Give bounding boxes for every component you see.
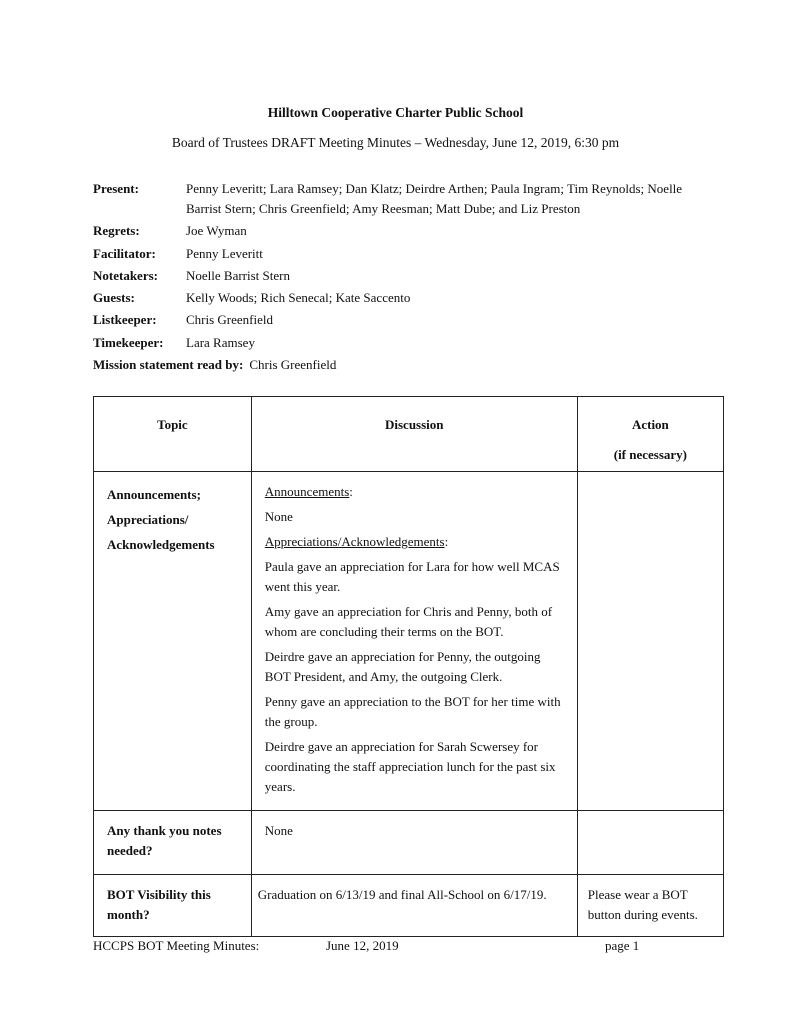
action-header-label: Action xyxy=(631,417,669,432)
footer-date: June 12, 2019 xyxy=(326,938,399,953)
present-value: Penny Leveritt; Lara Ramsey; Dan Klatz; Deirdre Arthen; Paula Ingram; Tim Reynolds; Noelle Barrist Stern; Chris Greenfield; Amy Reesman; Matt Dube; and Liz Preston xyxy=(186,181,683,216)
topic-line: Acknowledgements xyxy=(107,537,215,552)
discussion-header: Discussion xyxy=(251,397,577,472)
topic-cell: BOT Visibility this month? xyxy=(94,875,252,937)
discussion-cell: Graduation on 6/13/19 and final All-School on 6/17/19. xyxy=(251,875,577,937)
appreciation-item: Penny gave an appreciation to the BOT for her time with the group. xyxy=(264,694,561,729)
topic-line: Announcements; xyxy=(107,487,201,502)
discussion-cell: Announcements: None Appreciations/Acknowledgements: Paula gave an appreciation for Lara for how well MCAS went this year. Amy gave an appreciation for Chris and Penny, both of whom are concluding their terms on the BOT. Deirdre gave an appreciation for Penny, the outgoing BOT President, and Amy, the outgoing Clerk. Penny gave an appreciation to the BOT for her time with the group. Deirdre gave an appreciation for Sarah Scwersey for coordinating the staff appreciation lunch for the past six years. xyxy=(251,472,577,811)
footer-label: HCCPS BOT Meeting Minutes: xyxy=(93,938,260,953)
action-cell xyxy=(577,472,723,811)
facilitator-value: Penny Leveritt xyxy=(186,245,263,261)
notetakers-row xyxy=(93,266,713,286)
listkeeper-value: Chris Greenfield xyxy=(186,312,274,328)
table-row xyxy=(94,875,724,937)
timekeeper-row xyxy=(93,333,713,353)
guests-value: Kelly Woods; Rich Senecal; Kate Saccento xyxy=(186,290,411,306)
regrets-row xyxy=(93,221,713,241)
document-title: Hilltown Cooperative Charter Public School xyxy=(267,105,524,120)
table-row xyxy=(94,811,724,875)
timekeeper-value: Lara Ramsey xyxy=(186,334,255,350)
mission-row xyxy=(93,355,713,375)
action-cell xyxy=(577,811,723,875)
appreciation-item: Amy gave an appreciation for Chris and Penny, both of whom are concluding their terms on the BOT. xyxy=(264,604,553,639)
present-label: Present: xyxy=(93,181,139,196)
listkeeper-row xyxy=(93,310,713,330)
topic-line: Appreciations/ xyxy=(107,512,189,527)
guests-row xyxy=(93,288,713,308)
minutes-table xyxy=(93,396,724,937)
regrets-label: Regrets: xyxy=(93,223,140,239)
listkeeper-label: Listkeeper: xyxy=(93,312,157,328)
facilitator-label: Facilitator: xyxy=(93,245,156,261)
document-subtitle: Board of Trustees DRAFT Meeting Minutes – Wednesday, June 12, 2019, 6:30 pm xyxy=(171,135,620,150)
action-header-sub: (if necessary) xyxy=(613,447,688,462)
appreciations-heading: Appreciations/Acknowledgements xyxy=(264,534,445,549)
attendance-block xyxy=(93,179,713,377)
notetakers-value: Noelle Barrist Stern xyxy=(186,267,290,283)
appreciation-item: Paula gave an appreciation for Lara for how well MCAS went this year. xyxy=(264,559,560,594)
timekeeper-label: Timekeeper: xyxy=(93,334,164,350)
facilitator-row xyxy=(93,244,713,264)
regrets-value: Joe Wyman xyxy=(186,223,247,239)
mission-value: Chris Greenfield xyxy=(249,357,337,373)
notetakers-label: Notetakers: xyxy=(93,267,158,283)
announcements-text: None xyxy=(264,509,293,524)
discussion-cell: None xyxy=(251,811,577,875)
announcements-heading: Announcements xyxy=(264,484,350,499)
appreciation-item: Deirdre gave an appreciation for Penny, the outgoing BOT President, and Amy, the outgoing Clerk. xyxy=(264,649,541,684)
action-cell: Please wear a BOT button during events. xyxy=(577,875,723,937)
present-row xyxy=(93,179,713,219)
topic-header: Topic xyxy=(94,397,252,472)
topic-cell xyxy=(94,472,252,811)
topic-cell: Any thank you notes needed? xyxy=(94,811,252,875)
appreciation-item: Deirdre gave an appreciation for Sarah Scwersey for coordinating the staff appreciation lunch for the past six years. xyxy=(264,739,556,794)
table-header-row xyxy=(94,397,724,472)
table-row xyxy=(94,472,724,811)
guests-label: Guests: xyxy=(93,290,135,306)
mission-label: Mission statement read by: xyxy=(93,357,244,373)
page-number: page 1 xyxy=(605,938,640,953)
action-header xyxy=(577,397,723,472)
